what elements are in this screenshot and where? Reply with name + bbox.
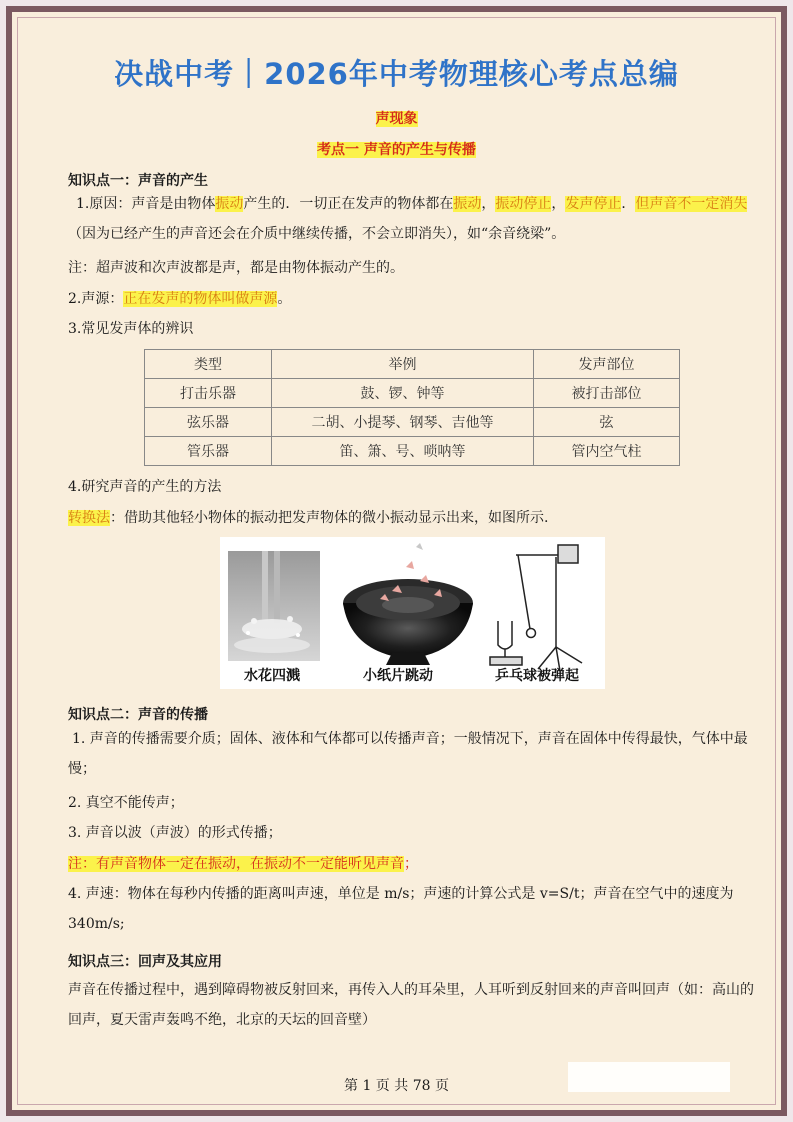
figure-label-paper: 小纸片跳动: [363, 668, 433, 684]
kp1-conversion-method: 转换法：借助其他轻小物体的振动把发声物体的微小振动显示出来，如图所示.: [68, 510, 549, 526]
kp2-heading: 知识点二：声音的传播: [68, 707, 208, 723]
speaker-paper-illustration: [343, 543, 473, 665]
kp1-cause-paragraph: 1.原因：声音是由物体振动产生的．一切正在发声的物体都在振动，振动停止，发声停止．但声音不一定消失（因为已经产生的声音还会在介质中继续传播，不会立即消失），如“余音绕梁”。: [68, 196, 748, 242]
figure-label-water: 水花四溅: [244, 668, 300, 684]
kp2-note: 注：有声音物体一定在振动，在振动不一定能听见声音；: [68, 856, 418, 872]
water-splash-photo: [228, 551, 320, 661]
kp1-sound-source: 2.声源：正在发声的物体叫做声源。: [68, 291, 292, 307]
table-cell: 管乐器: [145, 437, 272, 466]
table-header-cell: 类型: [145, 350, 272, 379]
kp2-point-3: 3. 声音以波（声波）的形式传播；: [68, 825, 282, 841]
table-cell: 弦乐器: [145, 408, 272, 437]
kp3-heading: 知识点三：回声及其应用: [68, 954, 222, 970]
blank-box: [568, 1062, 730, 1092]
kp1-identify: 3.常见发声体的辨识: [68, 321, 194, 337]
pingpong-tuning-fork-illustration: [490, 545, 582, 671]
kp3-paragraph: 声音在传播过程中，遇到障碍物被反射回来，再传入人的耳朵里，人耳听到反射回来的声音叫回声（如：高山的回声，夏天雷声轰鸣不绝，北京的天坛的回音壁）: [68, 982, 754, 1028]
table-header-cell: 发声部位: [534, 350, 680, 379]
table-row: [145, 437, 680, 466]
kp1-method: 4.研究声音的产生的方法: [68, 479, 222, 495]
table-cell: 二胡、小提琴、钢琴、吉他等: [272, 408, 534, 437]
kp1-heading: 知识点一：声音的产生: [68, 173, 208, 189]
table-cell: 笛、箫、号、唢呐等: [272, 437, 534, 466]
table-cell: 弦: [534, 408, 680, 437]
table-header-cell: 举例: [272, 350, 534, 379]
conversion-method-figure: [220, 537, 605, 689]
page-title: 决战中考｜2026年中考物理核心考点总编: [114, 57, 679, 91]
kp2-point-4: 4. 声速：物体在每秒内传播的距离叫声速，单位是 m/s；声速的计算公式是 v=S/t；声音在空气中的速度为 340m/s;: [68, 886, 734, 932]
table-cell: 打击乐器: [145, 379, 272, 408]
kp2-point-1: 1. 声音的传播需要介质；固体、液体和气体都可以传播声音；一般情况下，声音在固体中传得最快，气体中最慢；: [68, 731, 748, 777]
table-cell: 管内空气柱: [534, 437, 680, 466]
sound-source-table: [144, 349, 680, 466]
page-number: 第 1 页 共 78 页: [344, 1078, 449, 1094]
topic-title: 考点一 声音的产生与传播: [317, 142, 476, 158]
chapter-title: 声现象: [375, 111, 418, 127]
table-header-row: [145, 350, 680, 379]
table-row: [145, 379, 680, 408]
figure-label-pingpong: 乒乓球被弹起: [495, 668, 579, 684]
table-cell: 鼓、锣、钟等: [272, 379, 534, 408]
kp1-note: 注：超声波和次声波都是声，都是由物体振动产生的。: [68, 260, 404, 276]
kp2-point-2: 2. 真空不能传声；: [68, 795, 184, 811]
table-row: [145, 408, 680, 437]
table-cell: 被打击部位: [534, 379, 680, 408]
